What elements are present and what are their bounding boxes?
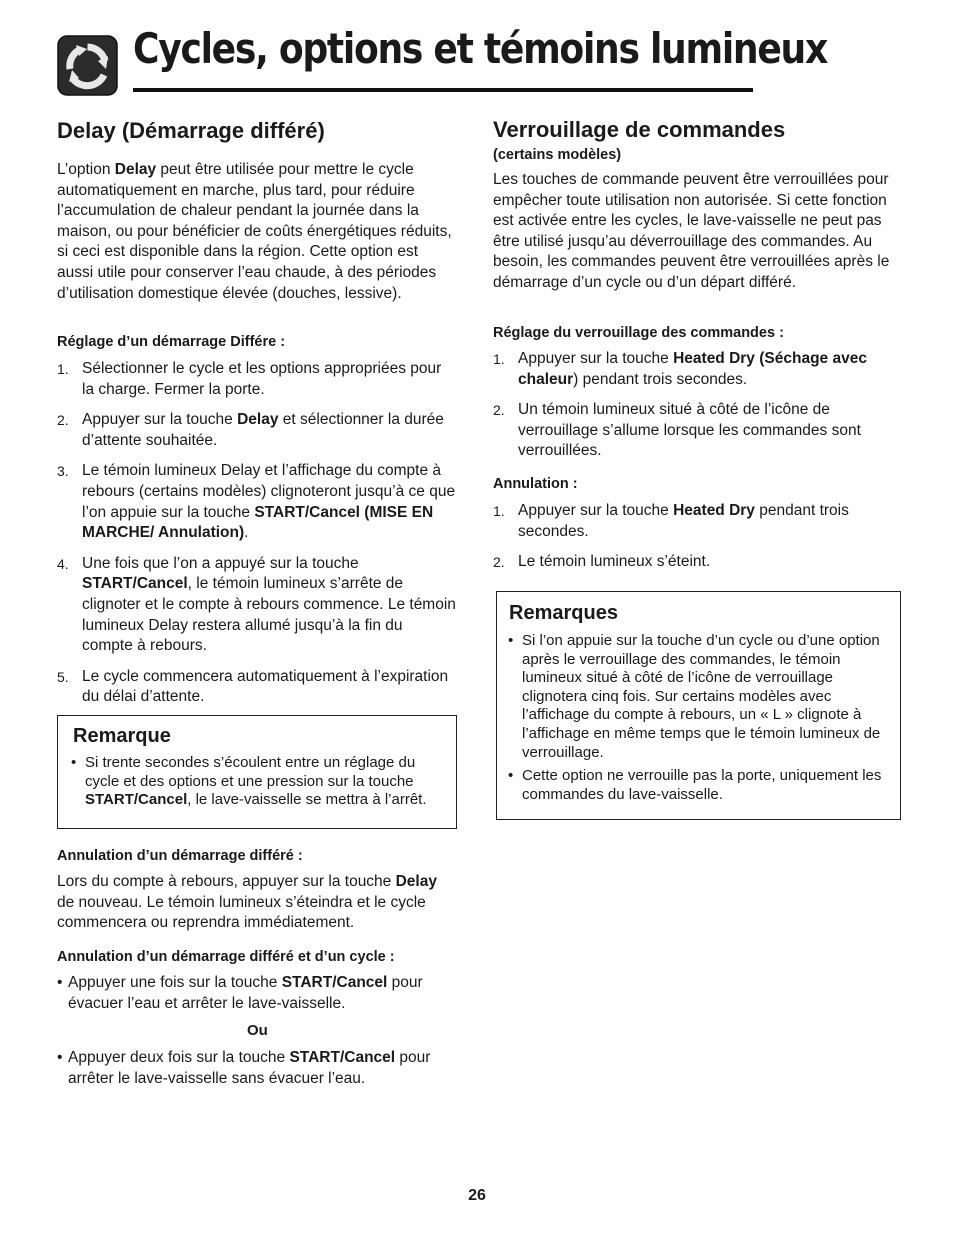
step-item: 1. Appuyer sur la touche Heated Dry pendant trois secondes. [493,502,849,540]
lock-subheading: (certains modèles) [493,147,622,163]
bold-term: START/Cancel (MISE EN MARCHE/ Annulation) [82,503,434,542]
step-number: 1. [493,351,505,367]
note-item: • Si trente secondes s’écoulent entre un réglage du cycle et des options et une pression sur la touche START/Cancel, le lave-vaisselle se mettra à l’arrêt. [71,754,449,810]
step-number: 4. [57,555,69,572]
delay-setup-heading: Réglage d’un démarrage Différe : [57,334,286,350]
cancel-cycle-option-2 [57,1048,457,1089]
delay-intro: L’option Delay peut être utilisée pour mettre le cycle automatiquement en marche, plus tard, pour réduire l’accumulation de chaleur pendant la journée dans la maison, ou pour bénéficier de coûts énergétiques réduits, si ceci est disponible dans la région. Cette option est aussi utile pour conserver l’eau chaude, à des périodes d’utilisation domestique élevée (douches, lessive). [57,161,452,302]
step-item: 3. Le témoin lumineux Delay et l’affichage du compte à rebours (certains modèles) clignoteront jusqu’à ce que l’on appuie sur la touche START/Cancel (MISE EN MARCHE/ Annulation). [57,462,456,542]
notes-list [508,632,888,809]
delay-heading: Delay (Démarrage différé) [57,118,325,143]
or-label: Ou [247,1022,268,1039]
step-item: 1. Sélectionner le cycle et les options appropriées pour la charge. Fermer la porte. [57,360,442,398]
lock-setup-steps [493,349,893,472]
bold-term: Heated Dry (Séchage avec chaleur [518,350,867,388]
step-number: 3. [57,463,69,480]
bold-term: Delay [395,873,437,890]
notes-title: Remarques [509,602,618,624]
step-number: 2. [493,402,505,419]
delay-note-box [57,715,457,829]
bold-term: Heated Dry [673,502,755,519]
cycle-arrows-icon [57,35,118,96]
bold-term: START/Cancel [281,974,388,991]
cancel-delay-heading: Annulation d’un démarrage différé : [57,848,303,864]
step-item: 2. Appuyer sur la touche Delay et sélectionner la durée d’attente souhaitée. [57,411,444,449]
bold-term: START/Cancel [82,575,188,593]
step-number: 5. [57,668,69,685]
step-number: 2. [57,412,69,429]
step-item: 5. Le cycle commencera automatiquement à l’expiration du délai d’attente. [57,667,449,706]
step-item: 2. Un témoin lumineux situé à côté de l’icône de verrouillage s’allume lorsque les commandes sont verrouillées. [493,401,861,460]
delay-setup-steps [57,359,457,718]
note-list [71,754,449,815]
note-item: • Cette option ne verrouille pas la porte, uniquement les commandes du lave-vaisselle. [508,767,888,804]
bold-term: START/Cancel [85,791,188,809]
step-number: 2. [493,554,505,571]
lock-heading: Verrouillage de commandes [493,117,786,142]
page-number: 26 [468,1187,486,1204]
note-title: Remarque [73,725,171,747]
step-number: 1. [57,361,69,377]
lock-intro: Les touches de commande peuvent être verrouillées pour empêcher toute utilisation non autorisée. Si cette fonction est activée entre les cycles, le lave-vaisselle ne peut pas être utilisé jusqu’au déverrouillage des commandes. Au besoin, les commandes peuvent être verrouillées après le démarrage d’un cycle ou d’un départ différé. [493,171,890,291]
step-number: 1. [493,503,505,519]
title-rule [133,88,753,92]
unlock-heading: Annulation : [493,476,578,492]
step-item: 4. Une fois que l’on a appuyé sur la touche START/Cancel, le témoin lumineux s’arrête de clignoter et le compte à rebours commence. Le témoin lumineux Delay restera allumé jusqu’à la fin du compte à rebours. [57,554,456,655]
note-item: • Si l’on appuie sur la touche d’un cycle ou d’une option après le verrouillage des commandes, le témoin lumineux situé à côté de l’icône de verrouillage clignotera cinq fois. Sur certains modèles avec l’affichage du compte à rebours, un « L » clignote à l’affichage en même temps que le témoin lumineux de verrouillage. [508,632,888,762]
bold-term: Delay [114,161,157,178]
bold-term: Delay [237,411,279,429]
step-item: 1. Appuyer sur la touche Heated Dry (Séchage avec chaleur) pendant trois secondes. [493,350,867,388]
list-item: • Appuyer deux fois sur la touche START/Cancel pour arrêter le lave-vaisselle sans évacuer l’eau. [57,1048,457,1089]
lock-notes-box [496,591,901,820]
cancel-cycle-option-1 [57,973,457,1014]
unlock-steps [493,501,893,583]
page-title: Cycles, options et témoins lumineux [133,24,827,73]
lock-setup-heading: Réglage du verrouillage des commandes : [493,325,784,341]
step-item: 2. Le témoin lumineux s’éteint. [493,552,893,573]
bold-term: START/Cancel [289,1049,396,1066]
list-item: • Appuyer une fois sur la touche START/Cancel pour évacuer l’eau et arrêter le lave-vaisselle. [57,973,457,1014]
cancel-cycle-heading: Annulation d’un démarrage différé et d’un cycle : [57,949,395,965]
cancel-delay-text: Lors du compte à rebours, appuyer sur la touche Delay de nouveau. Le témoin lumineux s’éteindra et le cycle commencera ou reprendra immédiatement. [57,873,437,932]
